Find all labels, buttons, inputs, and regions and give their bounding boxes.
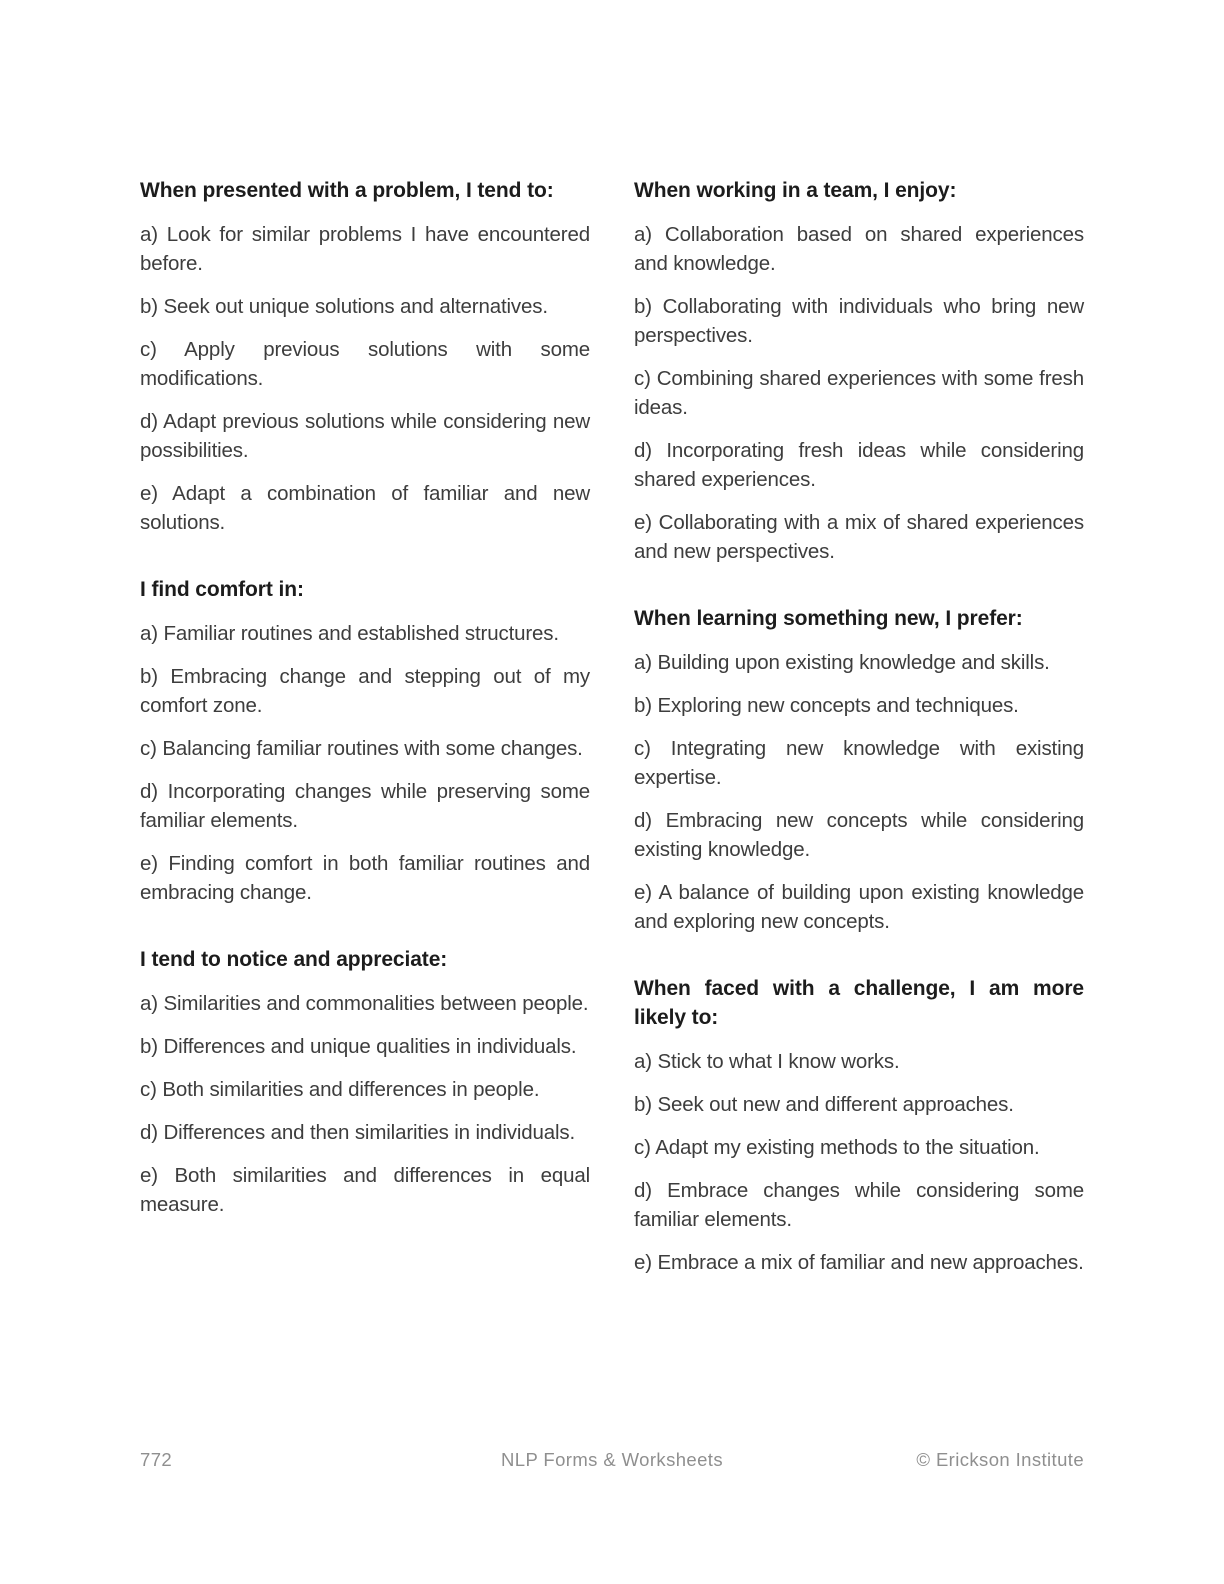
question-heading: I find comfort in:: [140, 578, 304, 601]
question-heading: When faced with a challenge, I am more likely to:: [634, 977, 1084, 1029]
option-a: a) Look for similar problems I have encountered before.: [140, 223, 590, 275]
option-b: b) Collaborating with individuals who bring new perspectives.: [634, 295, 1084, 347]
question-block-notice: [140, 945, 590, 1219]
option-b: b) Seek out new and different approaches.: [634, 1093, 1014, 1116]
page-number: 772: [140, 1449, 173, 1470]
option-a: a) Stick to what I know works.: [634, 1050, 900, 1073]
option-c: c) Balancing familiar routines with some changes.: [140, 737, 583, 760]
option-c: c) Integrating new knowledge with existing expertise.: [634, 737, 1084, 789]
question-heading: I tend to notice and appreciate:: [140, 948, 448, 971]
option-c: c) Both similarities and differences in people.: [140, 1078, 540, 1101]
question-block-comfort: [140, 575, 590, 907]
option-d: d) Incorporating changes while preserving some familiar elements.: [140, 780, 590, 832]
option-c: c) Adapt my existing methods to the situation.: [634, 1136, 1040, 1159]
option-a: a) Similarities and commonalities between people.: [140, 992, 589, 1015]
question-heading: When working in a team, I enjoy:: [634, 179, 957, 202]
option-b: b) Differences and unique qualities in individuals.: [140, 1035, 577, 1058]
option-d: d) Differences and then similarities in individuals.: [140, 1121, 576, 1144]
option-a: a) Familiar routines and established structures.: [140, 622, 559, 645]
footer-copyright: © Erickson Institute: [916, 1449, 1085, 1470]
right-column: [634, 176, 1084, 1277]
option-e: e) Finding comfort in both familiar routines and embracing change.: [140, 852, 590, 904]
option-b: b) Exploring new concepts and techniques.: [634, 694, 1019, 717]
option-d: d) Adapt previous solutions while considering new possibilities.: [140, 410, 590, 462]
question-heading: When learning something new, I prefer:: [634, 607, 1023, 630]
option-a: a) Collaboration based on shared experiences and knowledge.: [634, 223, 1084, 275]
option-d: d) Incorporating fresh ideas while considering shared experiences.: [634, 439, 1084, 491]
question-block-problem: [140, 176, 590, 537]
option-e: e) Embrace a mix of familiar and new approaches.: [634, 1251, 1084, 1274]
option-d: d) Embracing new concepts while considering existing knowledge.: [634, 809, 1084, 861]
question-block-challenge: [634, 974, 1084, 1277]
option-c: c) Apply previous solutions with some modifications.: [140, 338, 590, 390]
question-heading: When presented with a problem, I tend to:: [140, 179, 554, 202]
option-e: e) Collaborating with a mix of shared experiences and new perspectives.: [634, 511, 1084, 563]
page-footer: [140, 1448, 1084, 1472]
option-a: a) Building upon existing knowledge and skills.: [634, 651, 1050, 674]
question-block-team: [634, 176, 1084, 566]
left-column: [140, 176, 590, 1219]
option-e: e) A balance of building upon existing knowledge and exploring new concepts.: [634, 881, 1084, 933]
option-b: b) Seek out unique solutions and alternatives.: [140, 295, 548, 318]
option-e: e) Both similarities and differences in equal measure.: [140, 1164, 590, 1216]
option-b: b) Embracing change and stepping out of my comfort zone.: [140, 665, 590, 717]
question-block-learning: [634, 604, 1084, 936]
option-c: c) Combining shared experiences with some fresh ideas.: [634, 367, 1084, 419]
option-d: d) Embrace changes while considering some familiar elements.: [634, 1179, 1084, 1231]
option-e: e) Adapt a combination of familiar and new solutions.: [140, 482, 590, 534]
footer-book-title: NLP Forms & Worksheets: [501, 1449, 723, 1470]
